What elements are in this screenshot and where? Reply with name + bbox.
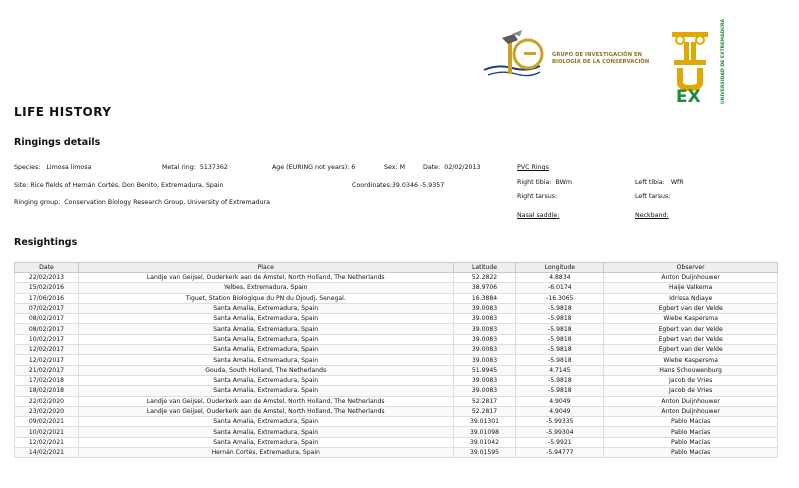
cell-longitude: 4.7145 [516,365,604,375]
cell-longitude: -5.9921 [516,437,604,447]
cell-latitude: 52.2817 [453,406,516,416]
left-tarsus-field: Left tarsus: [635,193,671,200]
table-row [15,448,778,458]
cell-longitude: -5.9818 [516,345,604,355]
cell-latitude: 39.0083 [453,386,516,396]
cell-latitude: 39.01098 [453,427,516,437]
cell-longitude: -5.9818 [516,375,604,385]
cell-latitude: 39.01595 [453,448,516,458]
cell-latitude: 16.3884 [453,293,516,303]
cell-observer: Egbert van der Velde [604,303,778,313]
metal-ring-field: Metal ring: 5137362 [162,164,228,171]
cell-date: 12/02/2017 [15,355,79,365]
cell-date: 21/02/2017 [15,365,79,375]
cell-observer: Idrissa Ndiaye [604,293,778,303]
table-row [15,406,778,416]
cell-observer: Egbert van der Velde [604,345,778,355]
cell-latitude: 39.0083 [453,303,516,313]
cell-place: Santa Amalia, Extremadura, Spain [78,375,453,385]
left-tibia-value: WfR [670,179,684,186]
cell-place: Santa Amalia, Extremadura, Spain [78,417,453,427]
cell-longitude: -5.99335 [516,417,604,427]
cell-longitude: -5.9818 [516,334,604,344]
column-header-observer: Observer [604,263,778,273]
coordinates-field: Coordinates:39.0346 -5.9357 [352,182,445,189]
cell-place: Santa Amalia, Extremadura, Spain [78,345,453,355]
resightings-table-body [15,273,778,458]
table-row [15,273,778,283]
cell-observer: Anton Duijnhouwer [604,406,778,416]
cell-observer: Jacob de Vries [604,375,778,385]
pvc-rings-heading: PVC Rings [517,164,549,171]
cell-longitude: -5.9818 [516,324,604,334]
cell-latitude: 39.0083 [453,355,516,365]
cell-observer: Anton Duijnhouwer [604,273,778,283]
cell-date: 08/02/2017 [15,324,79,334]
resightings-table [14,262,778,458]
svg-text:EX: EX [676,87,701,107]
cell-date: 10/02/2017 [15,334,79,344]
cell-latitude: 39.0083 [453,375,516,385]
cell-latitude: 39.01042 [453,437,516,447]
cell-observer: Jacob de Vries [604,386,778,396]
cell-date: 08/02/2017 [15,314,79,324]
table-row [15,386,778,396]
sex-field: Sex: M [384,164,406,171]
cell-latitude: 39.0083 [453,324,516,334]
cell-latitude: 39.01301 [453,417,516,427]
cell-longitude: -5.9818 [516,303,604,313]
cell-longitude: 4.8834 [516,273,604,283]
date-field: Date: 02/02/2013 [423,164,481,171]
cell-date: 15/02/2016 [15,283,79,293]
cell-place: Santa Amalia, Extremadura, Spain [78,386,453,396]
ringings-heading: Ringings details [14,137,101,148]
column-header-longitude: Longitude [516,263,604,273]
cell-place: Santa Amalia, Extremadura, Spain [78,314,453,324]
cell-date: 09/02/2021 [15,417,79,427]
neckband-field: Neckband: [635,212,669,219]
ringing-group-value: Conservation Biology Research Group, University of Extremadura [64,199,270,206]
cell-latitude: 51.9945 [453,365,516,375]
table-row [15,396,778,406]
age-value: 6 [351,164,356,171]
age-field: Age (EURING not years): 6 [272,164,356,171]
cell-place: Landje van Geijsel, Ouderkerk aan de Amstel, North Holland, The Netherlands [78,273,453,283]
site-field: Site: Rice fields of Hernán Cortés, Don Benito, Extremadura, Spain [14,182,224,189]
table-row [15,283,778,293]
table-row [15,437,778,447]
cell-latitude: 39.0083 [453,334,516,344]
cell-date: 22/02/2020 [15,396,79,406]
university-logo [668,30,750,108]
cell-date: 17/02/2018 [15,375,79,385]
cell-longitude: 4.9049 [516,406,604,416]
cell-place: Santa Amalia, Extremadura, Spain [78,355,453,365]
cell-place: Gouda, South Holland, The Netherlands [78,365,453,375]
cell-latitude: 38.9706 [453,283,516,293]
table-row [15,427,778,437]
cell-observer: Anton Duijnhouwer [604,396,778,406]
cell-date: 17/06/2016 [15,293,79,303]
cell-date: 12/02/2017 [15,345,79,355]
cell-latitude: 39.0083 [453,345,516,355]
cell-place: Santa Amalia, Extremadura, Spain [78,437,453,447]
right-tibia-value: BWm [555,179,573,186]
cell-observer: Haije Valkema [604,283,778,293]
table-row [15,365,778,375]
column-header-place: Place [78,263,453,273]
cell-date: 12/02/2021 [15,437,79,447]
cell-place: Santa Amalia, Extremadura, Spain [78,324,453,334]
cell-longitude: -5.9818 [516,386,604,396]
table-row [15,345,778,355]
cell-longitude: -6.0174 [516,283,604,293]
page-title: LIFE HISTORY [14,105,112,119]
ringing-group-field: Ringing group: Conservation Biology Research Group, University of Extremadura [14,199,270,206]
resightings-heading: Resightings [14,237,78,248]
date-value: 02/02/2013 [444,164,481,171]
cell-place: Santa Amalia, Extremadura, Spain [78,427,453,437]
cell-place: Yelbes, Extremadura, Spain [78,283,453,293]
cell-observer: Hans Schouwenburg [604,365,778,375]
university-vertical-name: UNIVERSIDAD DE EXTREMADURA [721,18,726,104]
table-header-row [15,263,778,273]
cell-place: Tiguet, Station Biologique du PN du Djoudj, Senegal. [78,293,453,303]
column-header-latitude: Latitude [453,263,516,273]
research-group-name: GRUPO DE INVESTIGACIÓN EN BIOLOGÍA DE LA CONSERVACIÓN [552,52,650,65]
cell-longitude: -5.9818 [516,314,604,324]
cell-longitude: -5.99304 [516,427,604,437]
table-row [15,334,778,344]
cell-place: Landje van Geijsel, Ouderkerk aan de Amstel, North Holland, The Netherlands [78,396,453,406]
table-row [15,355,778,365]
column-header-date: Date [15,263,79,273]
nasal-saddle-field: Nasal saddle: [517,212,560,219]
cell-observer: Pablo Macías [604,437,778,447]
cell-observer: Pablo Macías [604,448,778,458]
species-field: Species: Limosa limosa [14,164,92,171]
cell-longitude: -5.94777 [516,448,604,458]
table-row [15,303,778,313]
cell-date: 23/02/2020 [15,406,79,416]
cell-latitude: 52.2817 [453,396,516,406]
cell-date: 07/02/2017 [15,303,79,313]
species-value: Limosa limosa [46,164,92,171]
cell-latitude: 52.2822 [453,273,516,283]
cell-observer: Pablo Macías [604,427,778,437]
right-tibia-field: Right tibia: BWm [517,179,573,186]
cell-date: 10/02/2021 [15,427,79,437]
cell-date: 14/02/2021 [15,448,79,458]
cell-place: Santa Amalia, Extremadura, Spain [78,303,453,313]
cell-observer: Egbert van der Velde [604,334,778,344]
cell-date: 18/02/2018 [15,386,79,396]
site-value: Rice fields of Hernán Cortés, Don Benito, Extremadura, Spain [30,182,224,189]
table-row [15,324,778,334]
coordinates-value: 39.0346 -5.9357 [391,182,445,189]
table-row [15,293,778,303]
right-tarsus-field: Right tarsus: [517,193,558,200]
cell-observer: Wiebe Kaspersma [604,314,778,324]
table-row [15,314,778,324]
cell-observer: Wiebe Kaspersma [604,355,778,365]
cell-date: 22/02/2013 [15,273,79,283]
cell-latitude: 39.0083 [453,314,516,324]
cell-longitude: -16.3065 [516,293,604,303]
sex-value: M [399,164,406,171]
metal-ring-value: 5137362 [199,164,228,171]
cell-place: Santa Amalia, Extremadura, Spain [78,334,453,344]
cell-longitude: 4.9049 [516,396,604,406]
cell-place: Hernán Cortés, Extremadura, Spain [78,448,453,458]
cell-observer: Pablo Macías [604,417,778,427]
cell-observer: Egbert van der Velde [604,324,778,334]
table-row [15,375,778,385]
table-row [15,417,778,427]
left-tibia-field: Left tibia: WfR [635,179,684,186]
cell-longitude: -5.9818 [516,355,604,365]
cell-place: Landje van Geijsel, Ouderkerk aan de Amstel, North Holland, The Netherlands [78,406,453,416]
